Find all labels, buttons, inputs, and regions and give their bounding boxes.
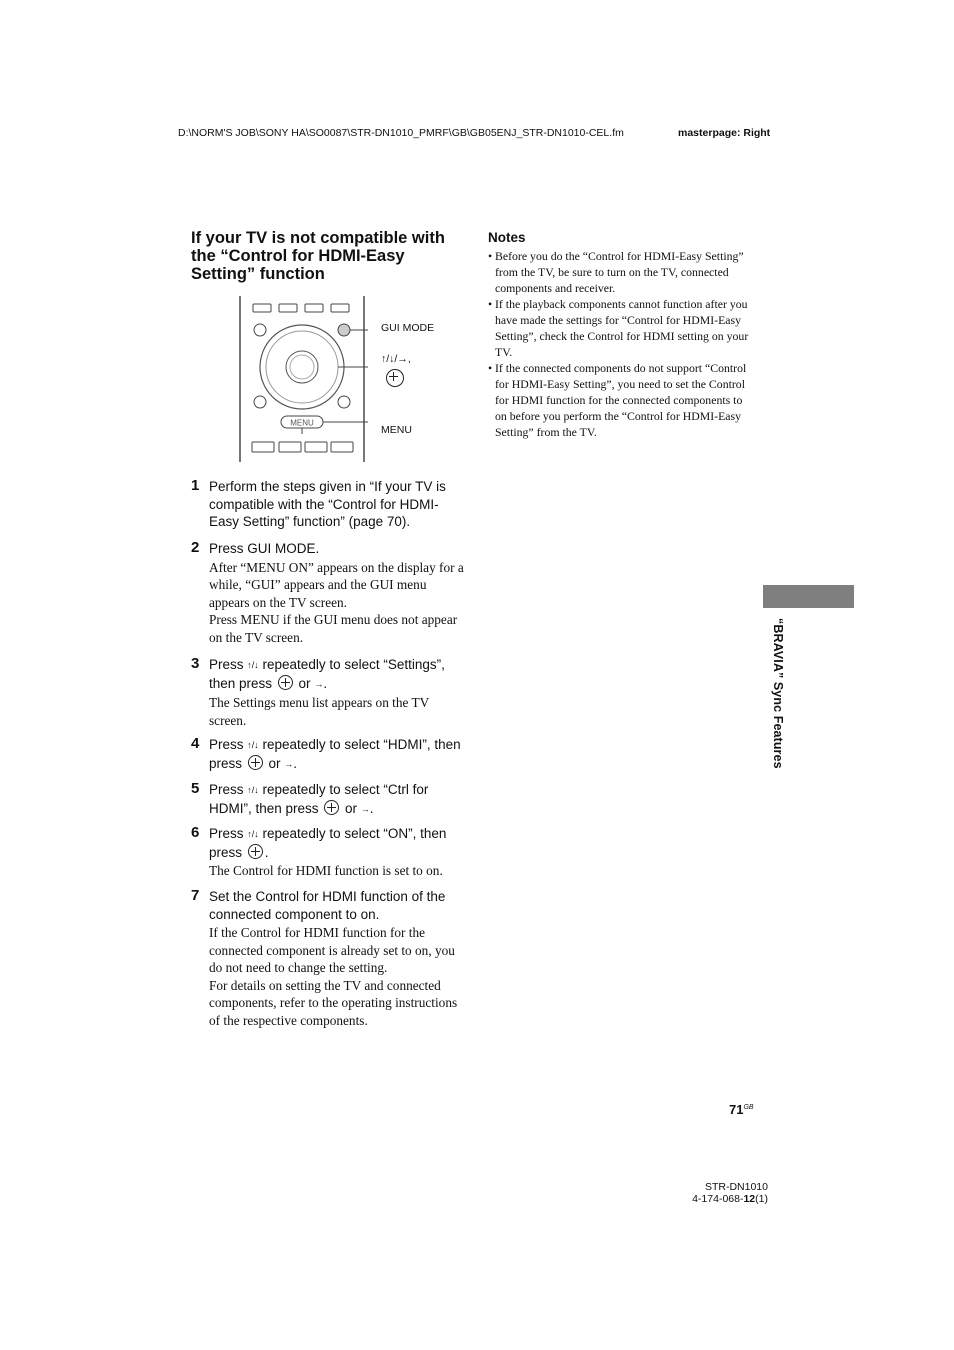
step-heading: Press ↑/↓ repeatedly to select “ON”, then press .	[209, 826, 447, 860]
label-menu: MENU	[381, 424, 412, 436]
notes-title: Notes	[488, 230, 526, 245]
right-arrow-icon: →	[360, 803, 370, 814]
step-number: 6	[191, 824, 200, 841]
remote-menu-button-text: MENU	[290, 418, 314, 428]
enter-icon	[248, 844, 263, 859]
step-number: 5	[191, 780, 200, 797]
step-2	[191, 540, 466, 646]
step-7	[191, 888, 466, 1029]
step-body: The Settings menu list appears on the TV screen.	[209, 695, 429, 728]
step-number: 2	[191, 539, 200, 556]
step-body: If the Control for HDMI function for the connected component is already set to on, you do not need to change the setting. For details on setting the TV and connected components, refer to the operating instructions of the respective components.	[209, 925, 458, 1028]
step-5	[191, 781, 466, 818]
step-4	[191, 736, 466, 773]
step-number: 7	[191, 887, 200, 904]
remote-control-illustration	[238, 296, 368, 462]
page-number: $71^{GB}$	[729, 1102, 754, 1117]
label-arrow-buttons: ↑/↓/→,	[381, 353, 411, 365]
step-3	[191, 656, 466, 729]
up-down-arrow-icon: ↑/↓	[247, 829, 259, 839]
enter-icon	[248, 755, 263, 770]
model-code: STR-DN1010 4-174-068-12(1)	[692, 1181, 768, 1205]
step-heading: Press ↑/↓ repeatedly to select “HDMI”, then press or →.	[209, 736, 466, 773]
step-heading: Press ↑/↓ repeatedly to select “Ctrl for HDMI”, then press or →.	[209, 781, 466, 818]
up-down-arrow-icon: ↑/↓	[247, 740, 259, 750]
enter-icon	[324, 800, 339, 815]
header-file-path: D:\NORM'S JOB\SONY HA\SO0087\STR-DN1010_PMRF\GB\GB05ENJ_STR-DN1010-CEL.fm	[178, 127, 624, 139]
step-heading: Set the Control for HDMI function of the connected component to on.	[209, 889, 446, 922]
step-body: After “MENU ON” appears on the display for a while, “GUI” appears and the GUI menu appears on the TV screen. Press MENU if the GUI menu does not appear on the TV screen.	[209, 559, 464, 645]
right-arrow-icon: →	[284, 758, 294, 769]
note-item: • If the playback components cannot function after you have made the settings for “Control for HDMI-Easy Setting”, check the Control for HDMI setting on your TV.	[488, 296, 756, 360]
side-tab-label: “BRAVIA” Sync Features	[771, 618, 785, 769]
step-body: The Control for HDMI function is set to on.	[209, 863, 443, 878]
header-masterpage: masterpage: Right	[678, 127, 771, 139]
section-title: If your TV is not compatible with the “Control for HDMI-Easy Setting” function	[191, 229, 445, 283]
note-item: • Before you do the “Control for HDMI-Easy Setting” from the TV, be sure to turn on the TV, connected components and receiver.	[488, 248, 756, 296]
step-number: 4	[191, 735, 200, 752]
step-heading: Perform the steps given in “If your TV is compatible with the “Control for HDMI-Easy Setting” function” (page 70).	[209, 479, 446, 529]
notes-list	[488, 248, 756, 440]
label-gui-mode: GUI MODE	[381, 322, 435, 334]
enter-button-callout	[384, 369, 406, 390]
step-heading: Press GUI MODE.	[209, 541, 320, 556]
enter-icon	[386, 369, 404, 387]
enter-icon	[278, 675, 293, 690]
step-number: 3	[191, 655, 200, 672]
step-1	[191, 478, 466, 531]
up-down-arrow-icon: ↑/↓	[247, 785, 259, 795]
note-item: • If the connected components do not support “Control for HDMI-Easy Setting”, you need to set the Control for HDMI function for the connected components to on before you perform the “Control for HDMI-Easy Setting” from the TV.	[488, 360, 756, 440]
step-6	[191, 825, 466, 880]
side-tab-bar	[763, 585, 854, 608]
right-arrow-icon: →	[314, 678, 324, 689]
step-heading: Press ↑/↓ repeatedly to select “Settings”, then press or →.	[209, 656, 466, 693]
step-number: 1	[191, 477, 200, 494]
up-down-arrow-icon: ↑/↓	[247, 660, 259, 670]
